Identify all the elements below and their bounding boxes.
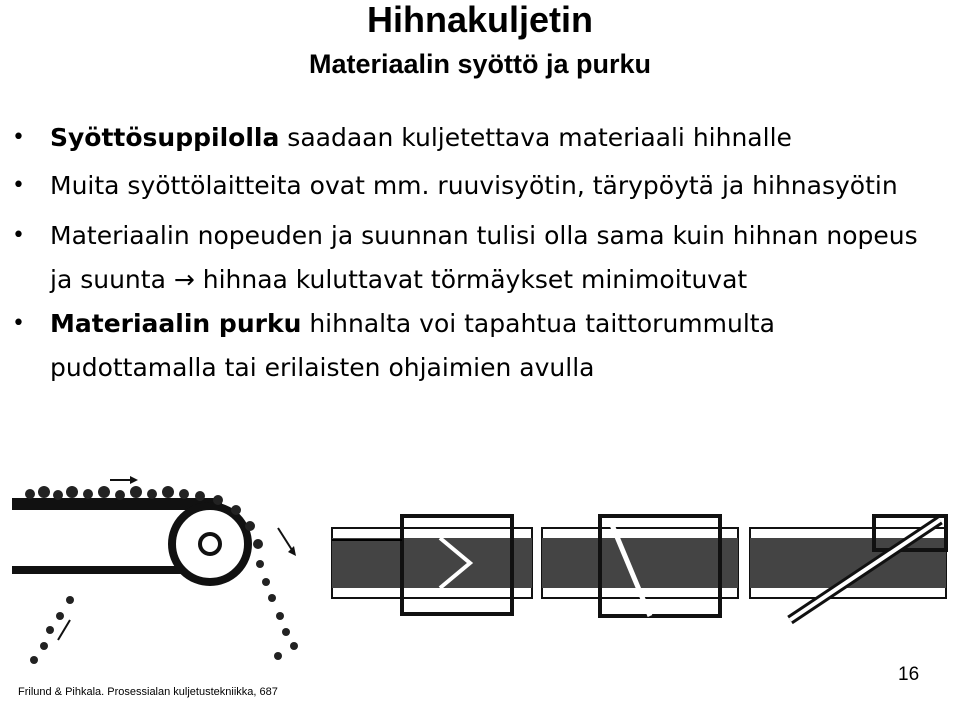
bullet-list (10, 116, 940, 390)
bullet-item (10, 302, 940, 390)
drum-discharge-drawing (12, 476, 298, 664)
bullet-item (10, 214, 940, 302)
bullet-item (10, 164, 940, 208)
bullet-icon: • (12, 173, 25, 198)
slide-title: Hihnakuljetin (366, 0, 594, 40)
bullet-text: hihnalta voi tapahtua taittorummulta pudottamalla tai erilaisten ohjaimien avulla (50, 309, 775, 382)
v-plough-diverter-drawing (332, 516, 532, 614)
bullet-bold: Materiaalin purku (50, 309, 302, 338)
single-plough-diverter-drawing (542, 516, 738, 616)
footer-citation: Frilund & Pihkala. Prosessialan kuljetustekniikka, 687 (18, 686, 278, 698)
bullet-icon: • (12, 223, 25, 248)
bullet-icon: • (12, 311, 25, 336)
slide-subtitle: Materiaalin syöttö ja purku (308, 49, 652, 79)
diagonal-plough-diverter-drawing (750, 516, 946, 620)
bullet-text: Materiaalin nopeuden ja suunnan tulisi olla sama kuin hihnan nopeus ja suunta → hihnaa kuluttavat törmäykset minimoituvat (50, 221, 918, 294)
bullet-item (10, 116, 940, 160)
bullet-bold: Syöttösuppilolla (50, 123, 280, 152)
figures (10, 470, 950, 670)
bullet-icon: • (12, 125, 25, 150)
bullet-text: Muita syöttölaitteita ovat mm. ruuvisyötin, tärypöytä ja hihnasyötin (50, 171, 898, 200)
bullet-text: saadaan kuljetettava materiaali hihnalle (279, 123, 792, 152)
page-number: 16 (898, 664, 920, 685)
